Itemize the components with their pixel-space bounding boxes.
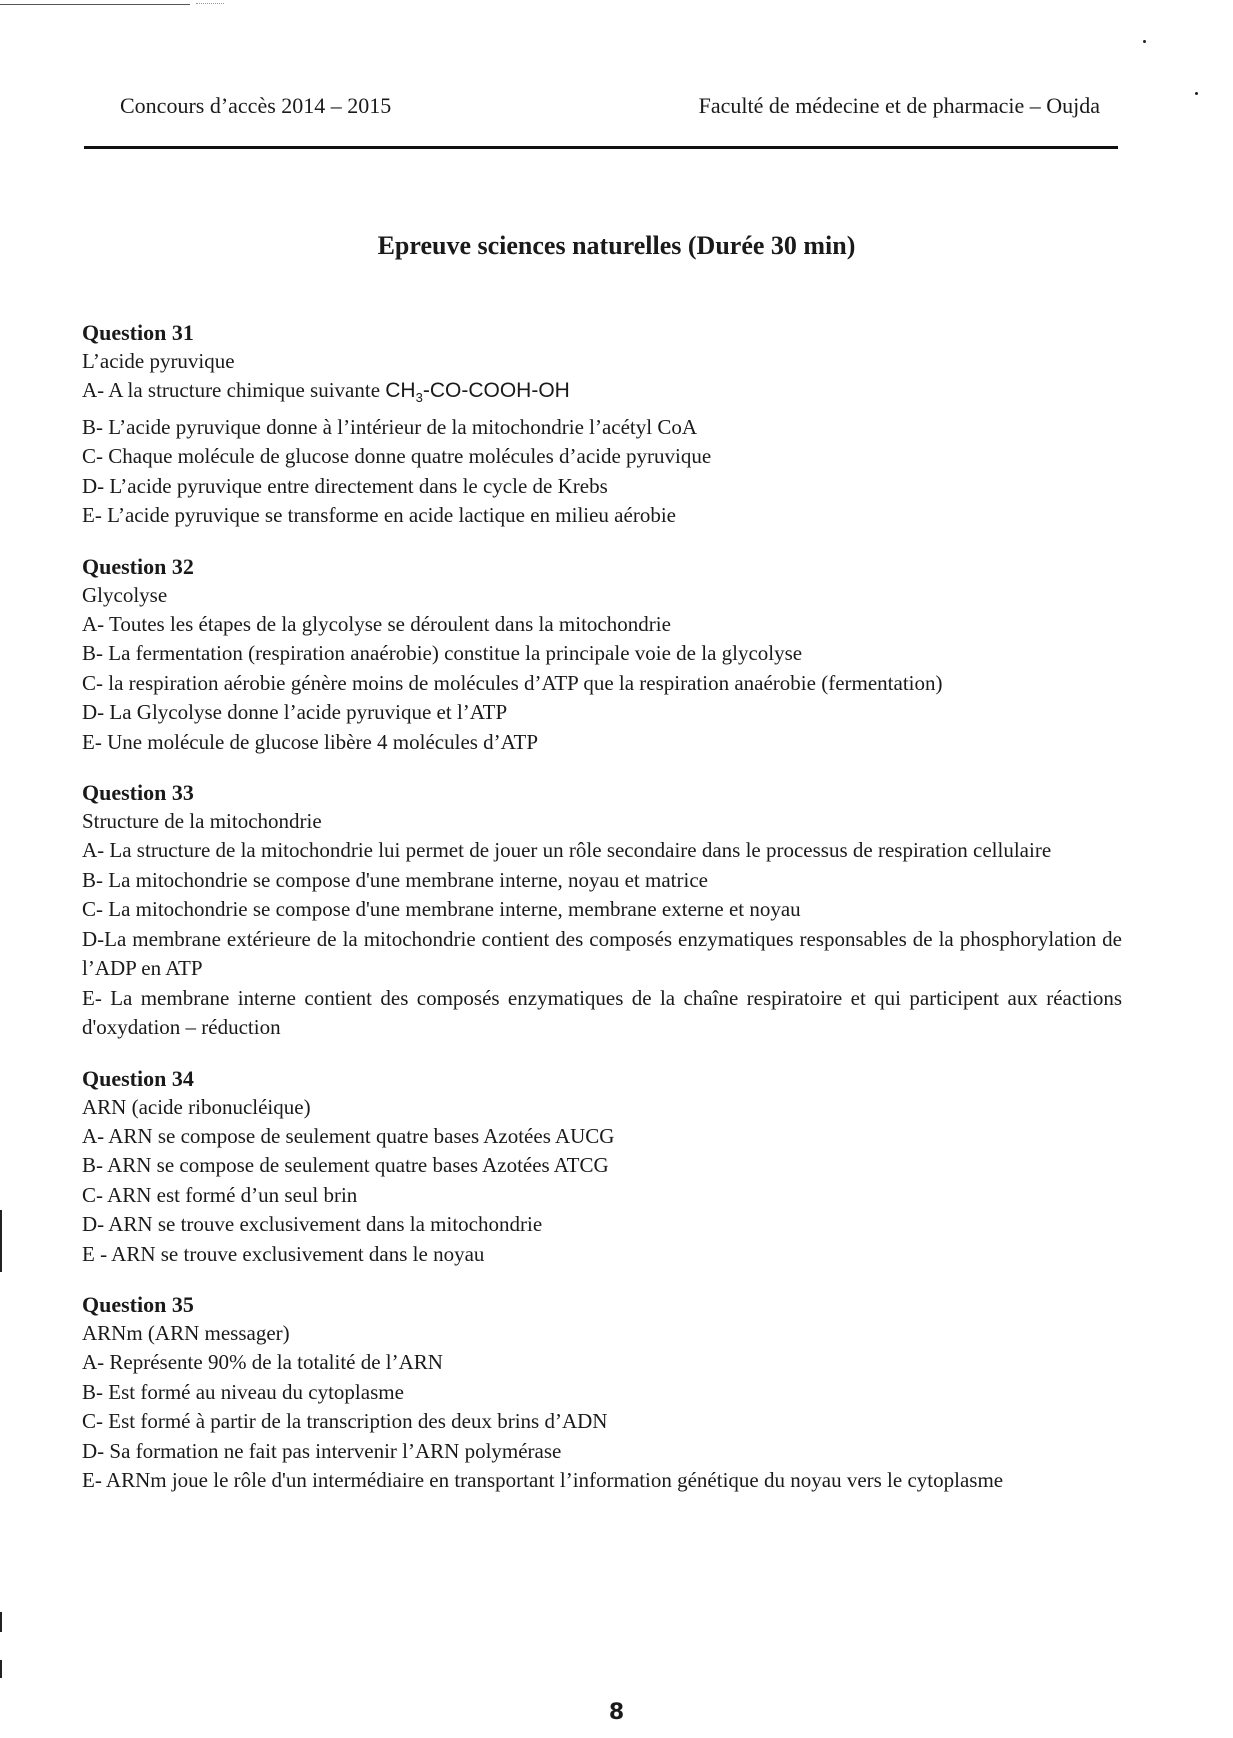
question-option-a: A- Représente 90% de la totalité de l’ARN [82, 1350, 443, 1375]
scan-artifact-line [0, 4, 190, 5]
scan-speck [1143, 40, 1146, 43]
scan-artifact-dots [196, 3, 224, 5]
question-topic: Glycolyse [82, 582, 168, 607]
header-faculty: Faculté de médecine et de pharmacie – Oujda [698, 93, 1100, 118]
question-topic: L’acide pyruvique [82, 349, 235, 373]
question-option-e: E - ARN se trouve exclusivement dans le noyau [82, 1241, 485, 1266]
scan-margin-mark [0, 1210, 2, 1272]
question-title: Question 32 [82, 553, 194, 579]
scan-speck [1195, 92, 1198, 95]
question-option-c: C- Est formé à partir de la transcription des deux brins d’ADN [82, 1409, 608, 1434]
question-title: Question 33 [82, 780, 194, 806]
chemical-formula [385, 379, 570, 406]
question-option-d: D- L’acide pyruvique entre directement dans le cycle de Krebs [82, 473, 608, 498]
question-option-a: A- ARN se compose de seulement quatre bases Azotées AUCG [82, 1123, 615, 1148]
question-option-d: D-La membrane extérieure de la mitochondrie contient des composés enzymatiques responsables de la phosphorylation de l’ADP en ATP [82, 926, 1122, 981]
question-35 [82, 1290, 1122, 1496]
scan-margin-mark [0, 1660, 2, 1678]
question-33 [82, 778, 1122, 1043]
scan-margin-mark [0, 1612, 2, 1632]
question-option-c: C- la respiration aérobie génère moins de molécules d’ATP que la respiration anaérobie (fermentation) [82, 670, 943, 695]
question-option-c: C- La mitochondrie se compose d'une membrane interne, membrane externe et noyau [82, 897, 801, 922]
question-option-d: D- ARN se trouve exclusivement dans la mitochondrie [82, 1212, 543, 1237]
question-topic: Structure de la mitochondrie [82, 809, 322, 834]
question-option-a: A- Toutes les étapes de la glycolyse se déroulent dans la mitochondrie [82, 611, 671, 636]
question-topic: ARN (acide ribonucléique) [82, 1094, 311, 1119]
question-option-b: B- L’acide pyruvique donne à l’intérieur de la mitochondrie l’acétyl CoA [82, 414, 698, 439]
question-option-e: E- ARNm joue le rôle d'un intermédiaire en transportant l’information génétique du noyau vers le cytoplasme [82, 1468, 1004, 1493]
header-divider [84, 146, 1118, 149]
header-exam-year: Concours d’accès 2014 – 2015 [120, 93, 392, 118]
question-title: Question 31 [82, 320, 194, 345]
page-title: Epreuve sciences naturelles (Durée 30 min) [377, 231, 856, 260]
question-option-b: B- La mitochondrie se compose d'une membrane interne, noyau et matrice [82, 867, 708, 892]
question-option-b: B- La fermentation (respiration anaérobie) constitue la principale voie de la glycolyse [82, 641, 803, 666]
questions-list [82, 318, 1122, 1517]
option-text: A- A la structure chimique suivante [82, 378, 381, 402]
question-title: Question 35 [82, 1292, 194, 1318]
question-topic: ARNm (ARN messager) [82, 1321, 290, 1346]
question-option-a: A- La structure de la mitochondrie lui permet de jouer un rôle secondaire dans le processus de respiration cellulaire [82, 838, 1052, 863]
question-32 [82, 552, 1122, 758]
question-option-b: B- Est formé au niveau du cytoplasme [82, 1379, 404, 1404]
question-option-d: D- Sa formation ne fait pas intervenir l’ARN polymérase [82, 1438, 562, 1463]
question-31 [82, 318, 1122, 531]
question-option-c: C- Chaque molécule de glucose donne quatre molécules d’acide pyruvique [82, 444, 712, 469]
question-option-b: B- ARN se compose de seulement quatre bases Azotées ATCG [82, 1153, 609, 1178]
question-option-e: E- L’acide pyruvique se transforme en acide lactique en milieu aérobie [82, 503, 676, 528]
formula-subscript: 3 [415, 390, 423, 406]
formula-suffix: -CO-COOH-OH [422, 379, 570, 402]
question-option-a [82, 376, 1122, 413]
question-title: Question 34 [82, 1065, 194, 1091]
question-34 [82, 1064, 1122, 1270]
question-option-e: E- Une molécule de glucose libère 4 molécules d’ATP [82, 729, 539, 754]
formula-prefix: CH [385, 379, 416, 402]
page-number: 8 [608, 1700, 625, 1725]
question-option-d: D- La Glycolyse donne l’acide pyruvique et l’ATP [82, 700, 508, 725]
question-option-e: E- La membrane interne contient des composés enzymatiques de la chaîne respiratoire et qui participent aux réactions d'oxydation – réduction [82, 985, 1122, 1040]
page-header [120, 93, 1100, 123]
question-option-c: C- ARN est formé d’un seul brin [82, 1182, 358, 1207]
